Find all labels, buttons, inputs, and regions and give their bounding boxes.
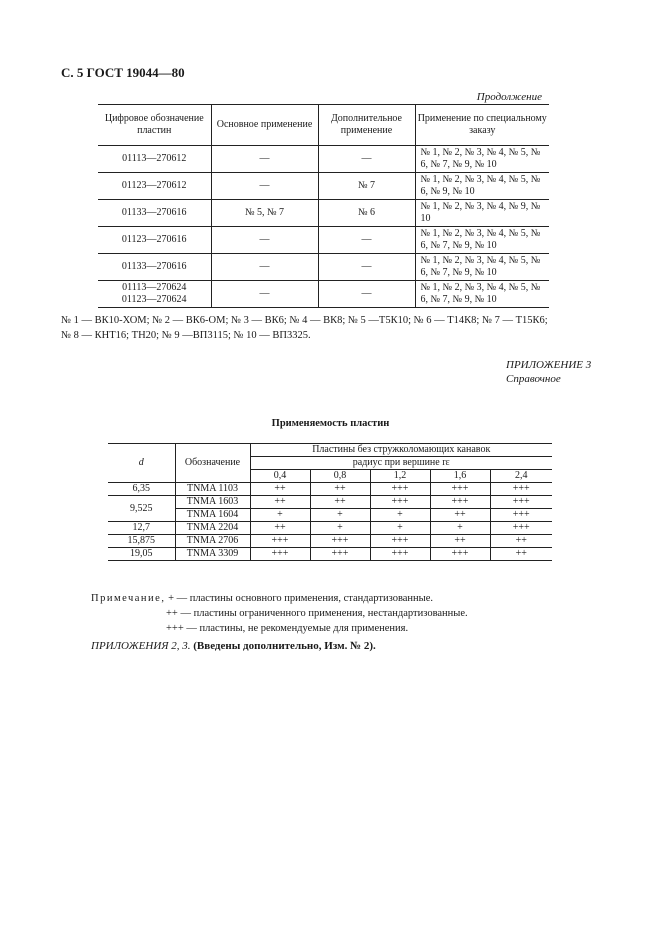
radius-value: 0,8 xyxy=(310,470,370,483)
cell-d: 15,875 xyxy=(108,535,175,548)
cell-extra: — xyxy=(318,254,415,281)
cell-code: 01123—270616 xyxy=(98,227,211,254)
cell-value: +++ xyxy=(490,509,552,522)
column-header-d: d xyxy=(108,444,175,483)
column-header-special: Применение по специальному заказу xyxy=(415,105,549,146)
cell-d: 12,7 xyxy=(108,522,175,535)
cell-designation: TNMA 2204 xyxy=(175,522,250,535)
cell-value: ++ xyxy=(430,509,490,522)
cell-special: № 1, № 2, № 3, № 4, № 5, № 6, № 7, № 9, № 10 xyxy=(415,281,549,308)
remark-line: +++ — пластины, не рекомендуемые для применения. xyxy=(166,623,409,634)
cell-d: 6,35 xyxy=(108,483,175,496)
cell-extra: № 7 xyxy=(318,173,415,200)
table-header-row xyxy=(98,105,549,146)
cell-value: ++ xyxy=(490,548,552,561)
cell-value: +++ xyxy=(250,535,310,548)
table-row xyxy=(108,522,552,535)
cell-code: 01133—270616 xyxy=(98,200,211,227)
cell-value: + xyxy=(370,522,430,535)
cell-special: № 1, № 2, № 3, № 4, № 5, № 6, № 7, № 9, № 10 xyxy=(415,254,549,281)
remark-line: ++ — пластины ограниченного применения, нестандартизованные. xyxy=(166,608,468,619)
cell-value: + xyxy=(430,522,490,535)
cell-value: ++ xyxy=(310,496,370,509)
cell-value: +++ xyxy=(490,483,552,496)
cell-code xyxy=(98,281,211,308)
footer-note xyxy=(91,640,376,652)
table2-title: Применяемость пластин xyxy=(271,418,390,429)
appendix-subtitle: Справочное xyxy=(506,373,561,385)
cell-d: 9,525 xyxy=(108,496,175,522)
cell-value: + xyxy=(250,509,310,522)
notes-line: № 8 — КНТ16; ТН20; № 9 —ВП3115; № 10 — ВП3325. xyxy=(61,330,311,341)
cell-value: +++ xyxy=(250,548,310,561)
cell-special: № 1, № 2, № 3, № 4, № 5, № 6, № 7, № 9, № 10 xyxy=(415,227,549,254)
applicability-table xyxy=(108,443,552,561)
cell-extra: — xyxy=(318,146,415,173)
cell-main: — xyxy=(211,281,318,308)
table-row xyxy=(98,227,549,254)
cell-extra: — xyxy=(318,227,415,254)
cell-special: № 1, № 2, № 3, № 4, № 5, № 6, № 7, № 9, № 10 xyxy=(415,146,549,173)
grade-notes xyxy=(61,313,601,343)
remark-line xyxy=(91,591,468,606)
code-line: 01123—270624 xyxy=(121,294,187,305)
cell-designation: TNMA 1604 xyxy=(175,509,250,522)
column-header-main: Основное применение xyxy=(211,105,318,146)
table-row xyxy=(108,535,552,548)
cell-code: 01113—270612 xyxy=(98,146,211,173)
radius-value: 1,2 xyxy=(370,470,430,483)
table-row xyxy=(108,509,552,522)
cell-main: № 5, № 7 xyxy=(211,200,318,227)
cell-code: 01133—270616 xyxy=(98,254,211,281)
cell-designation: TNMA 1103 xyxy=(175,483,250,496)
footer-amendment: (Введены дополнительно, Изм. № 2). xyxy=(193,640,376,652)
code-line: 01113—270624 xyxy=(122,282,187,293)
column-header-code: Цифровое обозначение пластин xyxy=(98,105,211,146)
cell-designation: TNMA 2706 xyxy=(175,535,250,548)
table-row xyxy=(98,173,549,200)
table-row xyxy=(108,548,552,561)
cell-value: ++ xyxy=(250,522,310,535)
table-remark xyxy=(91,591,468,636)
remark-text: + — пластины основного применения, стандартизованные. xyxy=(168,593,434,604)
page-header: С. 5 ГОСТ 19044—80 xyxy=(61,65,185,80)
cell-value: +++ xyxy=(430,496,490,509)
cell-value: ++ xyxy=(250,496,310,509)
table-row xyxy=(98,200,549,227)
footer-appendices: ПРИЛОЖЕНИЯ 2, 3. xyxy=(91,640,191,652)
cell-value: +++ xyxy=(490,522,552,535)
group-header: Пластины без стружколомающих канавок xyxy=(250,444,552,457)
continuation-label: Продолжение xyxy=(476,91,542,103)
radius-value: 1,6 xyxy=(430,470,490,483)
cell-value: +++ xyxy=(370,548,430,561)
applications-table xyxy=(98,104,549,308)
cell-designation: TNMA 3309 xyxy=(175,548,250,561)
cell-d: 19,05 xyxy=(108,548,175,561)
cell-extra: № 6 xyxy=(318,200,415,227)
appendix-title: ПРИЛОЖЕНИЕ 3 xyxy=(506,359,592,371)
cell-value: +++ xyxy=(370,496,430,509)
cell-value: + xyxy=(370,509,430,522)
cell-value: +++ xyxy=(310,548,370,561)
table-header-row xyxy=(108,444,552,457)
cell-main: — xyxy=(211,227,318,254)
cell-value: + xyxy=(310,509,370,522)
cell-value: +++ xyxy=(310,535,370,548)
cell-special: № 1, № 2, № 3, № 4, № 9, № 10 xyxy=(415,200,549,227)
cell-value: +++ xyxy=(370,535,430,548)
column-header-extra: Дополнительное применение xyxy=(318,105,415,146)
remark-label: Примечание, xyxy=(91,593,166,604)
cell-main: — xyxy=(211,254,318,281)
cell-main: — xyxy=(211,173,318,200)
cell-value: ++ xyxy=(430,535,490,548)
cell-value: +++ xyxy=(370,483,430,496)
notes-line: № 1 — ВК10-ХОМ; № 2 — ВК6-ОМ; № 3 — ВК6; № 4 — ВК8; № 5 —Т5К10; № 6 — Т14К8; № 7 — Т15К6; xyxy=(61,315,548,326)
table-row xyxy=(98,146,549,173)
column-header-designation: Обозначение xyxy=(175,444,250,483)
cell-value: +++ xyxy=(490,496,552,509)
table-row xyxy=(98,281,549,308)
cell-code: 01123—270612 xyxy=(98,173,211,200)
cell-main: — xyxy=(211,146,318,173)
cell-special: № 1, № 2, № 3, № 4, № 5, № 6, № 9, № 10 xyxy=(415,173,549,200)
cell-value: ++ xyxy=(310,483,370,496)
cell-value: ++ xyxy=(490,535,552,548)
radius-header: радиус при вершине rε xyxy=(250,457,552,470)
cell-value: + xyxy=(310,522,370,535)
cell-extra: — xyxy=(318,281,415,308)
table-row xyxy=(108,496,552,509)
radius-value: 0,4 xyxy=(250,470,310,483)
radius-value: 2,4 xyxy=(490,470,552,483)
cell-value: +++ xyxy=(430,548,490,561)
cell-value: +++ xyxy=(430,483,490,496)
appendix-heading xyxy=(506,358,594,386)
table-row xyxy=(98,254,549,281)
table-row xyxy=(108,483,552,496)
cell-designation: TNMA 1603 xyxy=(175,496,250,509)
cell-value: ++ xyxy=(250,483,310,496)
